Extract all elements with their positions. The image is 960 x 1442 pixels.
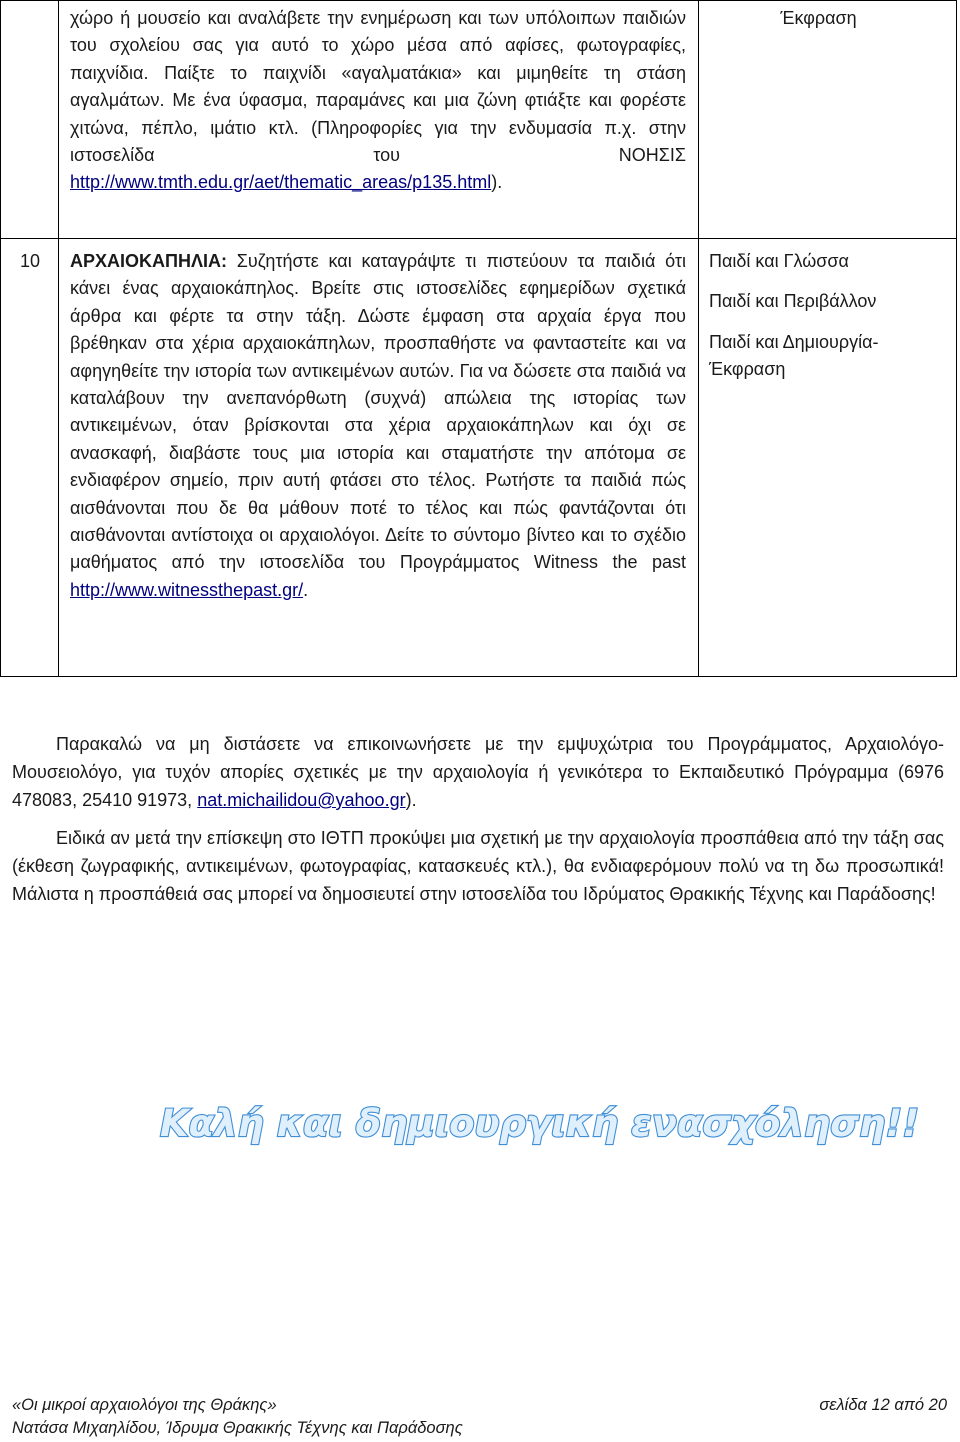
category-label: Παιδί και Γλώσσα xyxy=(709,251,849,271)
activity-text-cell xyxy=(59,1,699,239)
table-row xyxy=(1,239,957,677)
activity-text-cell xyxy=(59,239,699,677)
footer-line1 xyxy=(12,1396,947,1415)
page-number: σελίδα 12 από 20 xyxy=(819,1396,947,1414)
contact-paragraph xyxy=(12,730,944,814)
witness-link[interactable]: http://www.witnessthepast.gr/ xyxy=(70,579,304,600)
activity-text-end: ). xyxy=(491,172,503,193)
footer-line2 xyxy=(12,1419,947,1438)
activity-text xyxy=(59,1,698,203)
activity-heading: ΑΡΧΑΙΟΚΑΠΗΛΙΑ: xyxy=(70,251,228,271)
category-cell xyxy=(699,1,957,239)
activities-table xyxy=(0,0,957,677)
category-label: Παιδί και Περιβάλλον xyxy=(709,291,877,312)
activity-description: χώρο ή μουσείο και αναλάβετε την ενημέρωση και των υπόλοιπων παιδιών του σχολείου σας για αυτό το χώρο μέσα από αφίσες, φωτογραφίες, παιχνίδια. Παίξτε το παιχνίδι «αγαλματάκια» και μιμηθείτε τη στάση αγαλμάτων. Με ένα ύφασμα, παραμάνες και μια ζώνη φτιάξτε και φορέστε χιτώνα, πέπλο, ιμάτιο κτλ. (Πληροφορίες για την ενδυμασία π.χ. στην ιστοσελίδα του ΝΟΗΣΙΣ xyxy=(70,8,686,166)
row-number: 10 xyxy=(20,251,41,271)
table-row xyxy=(1,1,957,239)
contact-text-end: ). xyxy=(405,790,417,810)
category-label: Έκφραση xyxy=(780,8,857,28)
row-number-cell xyxy=(1,1,59,239)
contact-text: Παρακαλώ να μη διστάσετε να επικοινωνήσετε με την εμψυχώτρια του Προγράμματος, Αρχαιολόγο-Μουσειολόγο, για τυχόν απορίες σχετικές με την αρχαιολογία ή γενικότερα το Εκπαιδευτικό Πρόγραμμα (6976 478083, 25410 91973, xyxy=(12,734,944,810)
category-label: Παιδί και Δημιουργία-Έκφραση xyxy=(709,331,879,380)
category-cell xyxy=(699,239,957,677)
closing-banner xyxy=(158,1092,920,1152)
footer-author: Νατάσα Μιχαηλίδου, Ίδρυμα Θρακικής Τέχνης και Παράδοσης xyxy=(12,1419,463,1437)
banner-text: Καλή και δημιουργική ενασχόληση!! xyxy=(160,1102,920,1145)
footer-title: «Οι μικροί αρχαιολόγοι της Θράκης» xyxy=(12,1396,277,1414)
row-number-cell xyxy=(1,239,59,677)
activity-text-end: . xyxy=(303,579,309,600)
email-link[interactable]: nat.michailidou@yahoo.gr xyxy=(197,790,406,810)
activity-text xyxy=(59,239,698,610)
noisis-link[interactable]: http://www.tmth.edu.gr/aet/thematic_areas/p135.html xyxy=(70,172,492,193)
activity-description: Συζητήστε και καταγράψτε τι πιστεύουν τα παιδιά ότι κάνει ένας αρχαιοκάπηλος. Βρείτε στις ιστοσελίδες εφημερίδων σχετικά άρθρα και φέρτε τα στην τάξη. Δώστε έμφαση στα αρχαία έργα που βρέθηκαν στα χέρια αρχαιοκάπηλων, προσπαθήστε να φανταστείτε και να αφηγηθείτε την ιστορία των αντικειμένων αυτών. Για να δώσετε στα παιδιά να καταλάβουν την ανεπανόρθωτη (συχνά) απώλεια της ιστορίας των αντικειμένων, όταν βρίσκονται στα χέρια αρχαιοκάπηλων και όχι σε ανασκαφή, διαβάστε τους μια ιστορία και σταματήστε την απότομα σε ενδιαφέρον σημείο, πριν αυτή φτάσει στο τέλος. Ρωτήστε τα παιδιά πώς αισθάνονται που δε θα μάθουν ποτέ το τέλος και πώς φαντάζονται ότι αισθάνονται αντίστοιχα οι αρχαιολόγοι. Δείτε το σύντομο βίντεο και το σχέδιο μαθήματος από την ιστοσελίδα του Προγράμματος Witness the past xyxy=(70,251,686,573)
invitation-paragraph: Ειδικά αν μετά την επίσκεψη στο ΙΘΤΠ προκύψει μια σχετική με την αρχαιολογία προσπάθεια από την τάξη σας (έκθεση ζωγραφικής, αντικειμένων, φωτογραφίας, κατασκευές κτλ.), θα ενδιαφερόμουν πολύ να τη δω προσωπικά! Μάλιστα η προσπάθειά σας μπορεί να δημοσιευτεί στην ιστοσελίδα του Ιδρύματος Θρακικής Τέχνης και Παράδοσης! xyxy=(12,828,944,904)
